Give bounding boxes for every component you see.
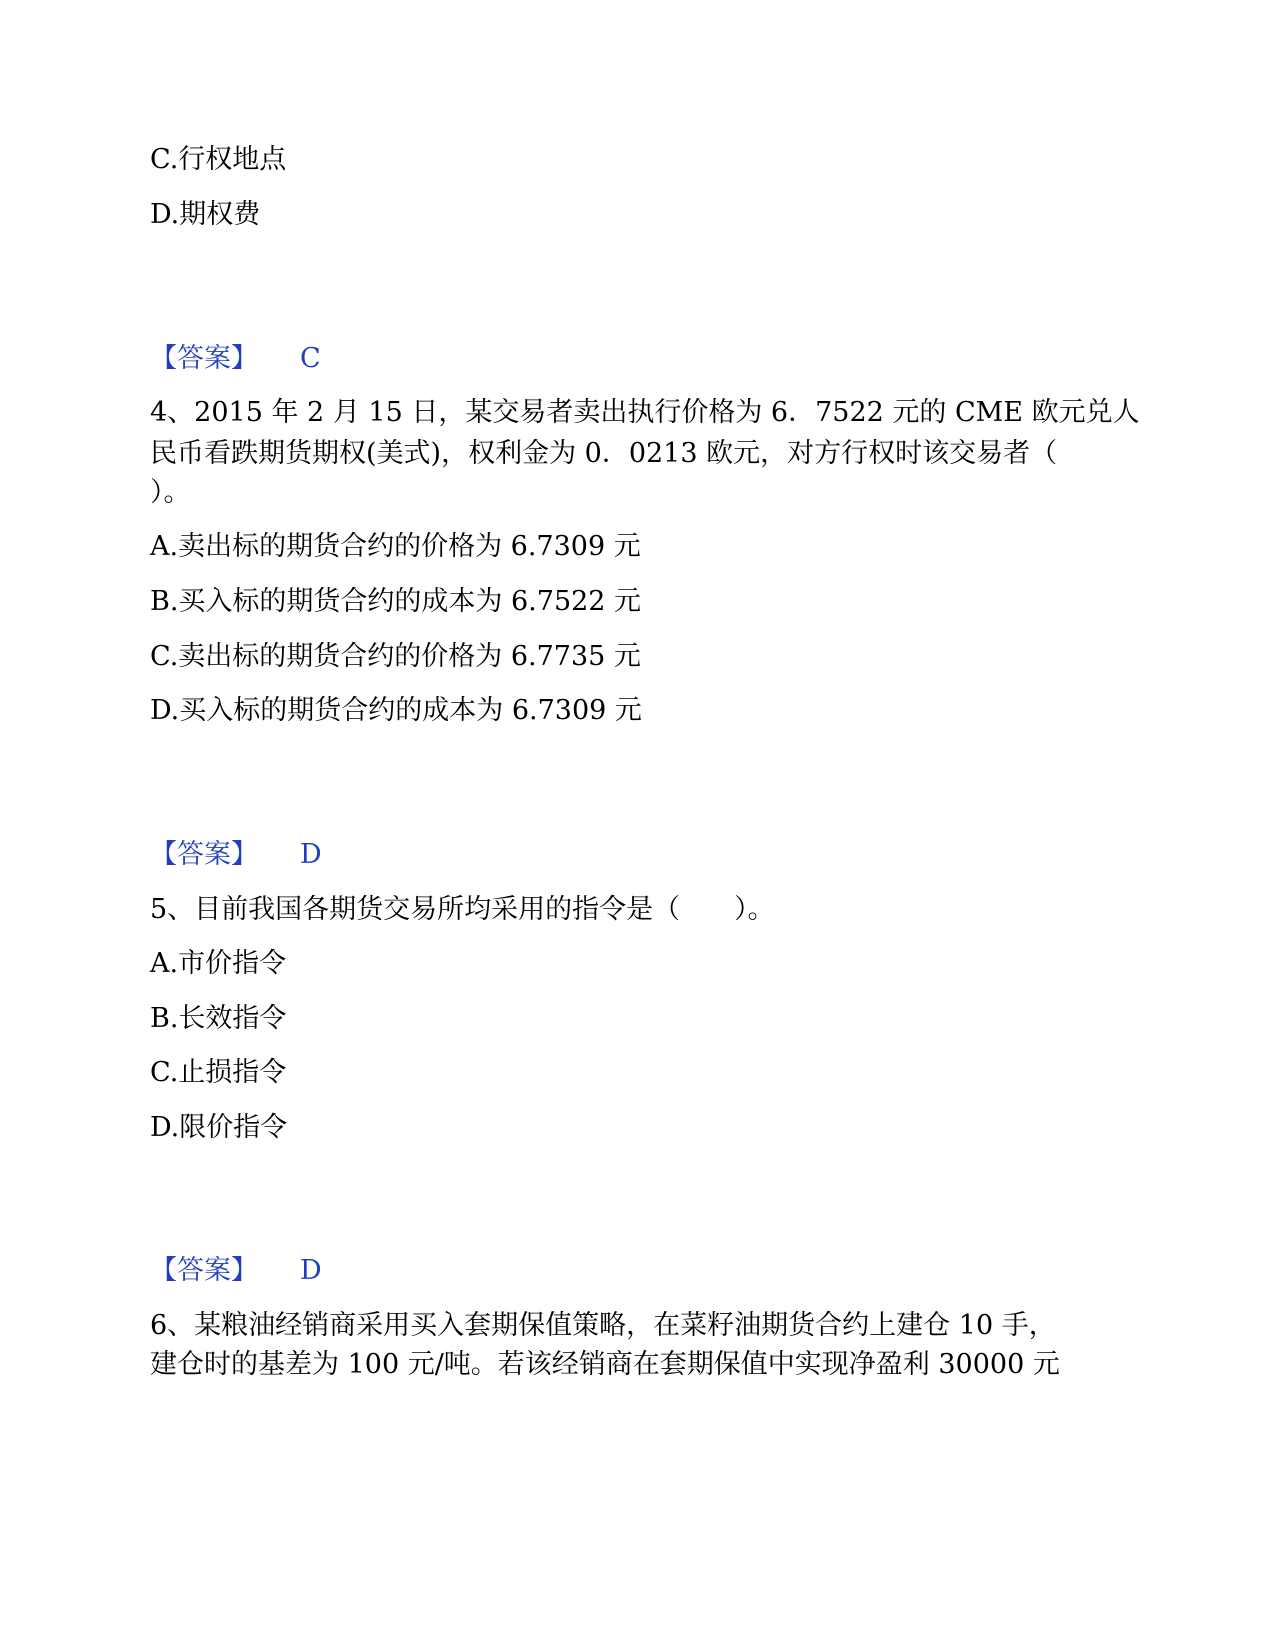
q4-option-a: A.卖出标的期货合约的价格为 6.7309 元 bbox=[150, 531, 641, 562]
q3-answer bbox=[150, 342, 321, 376]
q4-answer bbox=[150, 838, 322, 872]
q6-stem-line-2: 建仓时的基差为 100 元/吨。若该经销商在套期保值中实现净盈利 30000 元 bbox=[150, 1349, 1060, 1380]
answer-value: D bbox=[300, 839, 322, 870]
q4-stem-line-2: 民币看跌期货期权(美式)，权利金为 0．0213 欧元，对方行权时该交易者（ bbox=[150, 438, 1058, 469]
answer-label: 【答案】 bbox=[150, 1255, 258, 1286]
q4-stem-line-3: ）。 bbox=[150, 477, 191, 508]
q6-stem-line-1: 6、某粮油经销商采用买入套期保值策略，在菜籽油期货合约上建仓 10 手， bbox=[150, 1310, 1056, 1341]
q5-stem: 5、目前我国各期货交易所均采用的指令是（ ）。 bbox=[150, 894, 775, 925]
q5-answer bbox=[150, 1254, 322, 1288]
q5-option-d: D.限价指令 bbox=[150, 1112, 288, 1143]
answer-value: C bbox=[300, 343, 321, 374]
q4-option-b: B.买入标的期货合约的成本为 6.7522 元 bbox=[150, 586, 642, 617]
q4-option-d: D.买入标的期货合约的成本为 6.7309 元 bbox=[150, 695, 642, 726]
q4-stem-line-1: 4、2015 年 2 月 15 日，某交易者卖出执行价格为 6．7522 元的 CME 欧元兑人 bbox=[150, 397, 1140, 428]
q3-option-d: D.期权费 bbox=[150, 199, 261, 230]
q5-option-b: B.长效指令 bbox=[150, 1003, 287, 1034]
answer-value: D bbox=[300, 1255, 322, 1286]
q5-option-a: A.市价指令 bbox=[150, 948, 287, 979]
q5-option-c: C.止损指令 bbox=[150, 1057, 287, 1088]
answer-label: 【答案】 bbox=[150, 343, 258, 374]
q4-option-c: C.卖出标的期货合约的价格为 6.7735 元 bbox=[150, 641, 641, 672]
answer-label: 【答案】 bbox=[150, 839, 258, 870]
q3-option-c: C.行权地点 bbox=[150, 144, 287, 175]
